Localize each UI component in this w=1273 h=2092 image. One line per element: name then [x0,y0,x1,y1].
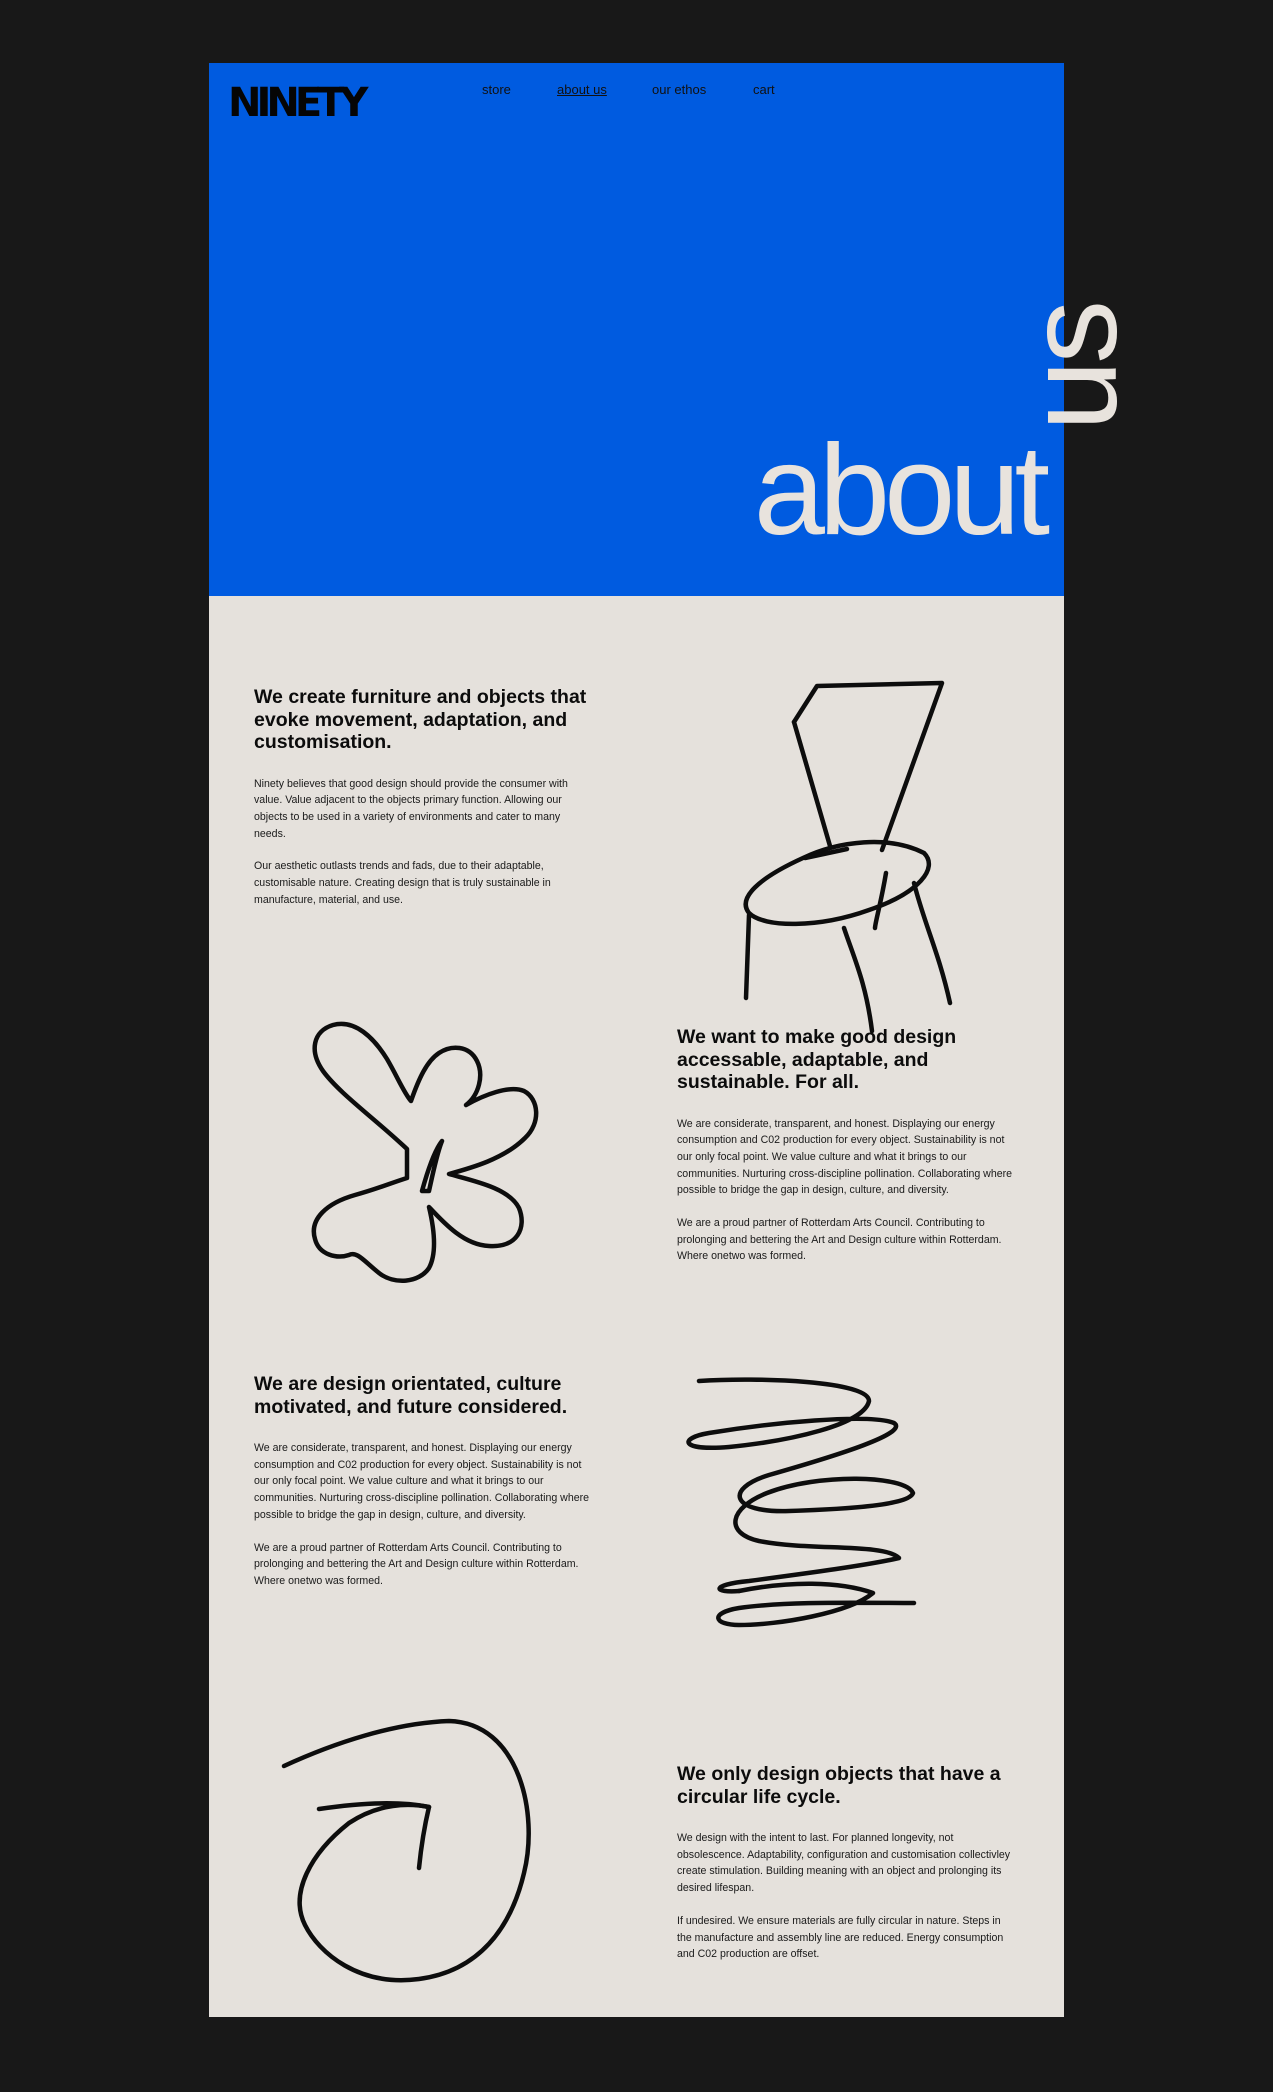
section-paragraph: We are a proud partner of Rotterdam Arts Council. Contributing to prolonging and bettering the Art and Design culture within Rotterdam. Where onetwo was formed. [677,1217,1002,1263]
section-paragraph: Our aesthetic outlasts trends and fads, due to their adaptable, customisable nature. Creating design that is truly sustainable in manufacture, material, and use. [254,860,551,906]
section-paragraph: If undesired. We ensure materials are fully circular in nature. Steps in the manufacture and assembly line are reduced. Energy consumption and C02 production are offset. [677,1914,1004,1961]
section-design-orientated [254,1373,594,1606]
hero-banner [209,63,1144,596]
section-heading: We create furniture and objects that evoke movement, adaptation, and customisation. [254,686,587,753]
section-paragraph: We design with the intent to last. For planned longevity, not obsolescence. Adaptability, configuration and customisation collectivley create stimulation. Building meaning with an object and prolonging its desired lifespan. [677,1832,1011,1895]
scribble-sketch-icon [669,1363,949,1703]
chair-sketch-icon [699,653,979,1053]
nav-store-link[interactable]: store [482,82,511,97]
hero-title-about: about [753,419,1044,562]
flower-sketch-icon [279,983,559,1363]
section-circular-life-cycle [677,1763,1017,1979]
nav-cart-link[interactable]: cart [753,82,775,97]
section-paragraph: We are a proud partner of Rotterdam Arts Council. Contributing to prolonging and bettering the Art and Design culture within Rotterdam. Where onetwo was formed. [254,1541,579,1587]
section-accessible [677,1026,1017,1281]
page [209,63,1144,2017]
nav-our-ethos-link[interactable]: our ethos [652,82,707,97]
nav-about-us-link[interactable]: about us [557,82,607,97]
section-paragraph: We are considerate, transparent, and honest. Displaying our energy consumption and C02 production for every object. Sustainability is not our only focal point. We value culture and what it brings to our communities. Nurturing cross-discipline pollination. Collaborating where possible to bridge the gap in design, culture, and diversity. [677,1117,1013,1197]
section-heading: We want to make good design accessable, adaptable, and sustainable. For all. [677,1026,957,1093]
section-heading: We are design orientated, culture motivated, and future considered. [254,1373,568,1418]
section-paragraph: We are considerate, transparent, and honest. Displaying our energy consumption and C02 production for every object. Sustainability is not our only focal point. We value culture and what it brings to our communities. Nurturing cross-discipline pollination. Collaborating where possible to bridge the gap in design, culture, and diversity. [254,1442,590,1521]
hero-title-us: us [1001,303,1144,431]
logo-text: NINETY [228,80,364,126]
section-heading: We only design objects that have a circular life cycle. [677,1763,1001,1808]
main-nav [209,80,1064,100]
circular-arrow-sketch-icon [279,1703,539,2003]
section-paragraph: Ninety believes that good design should provide the consumer with value. Value adjacent to the objects primary function. Allowing our objects to be used in a variety of environments and cater to many needs. [254,777,568,840]
section-furniture [254,686,594,924]
